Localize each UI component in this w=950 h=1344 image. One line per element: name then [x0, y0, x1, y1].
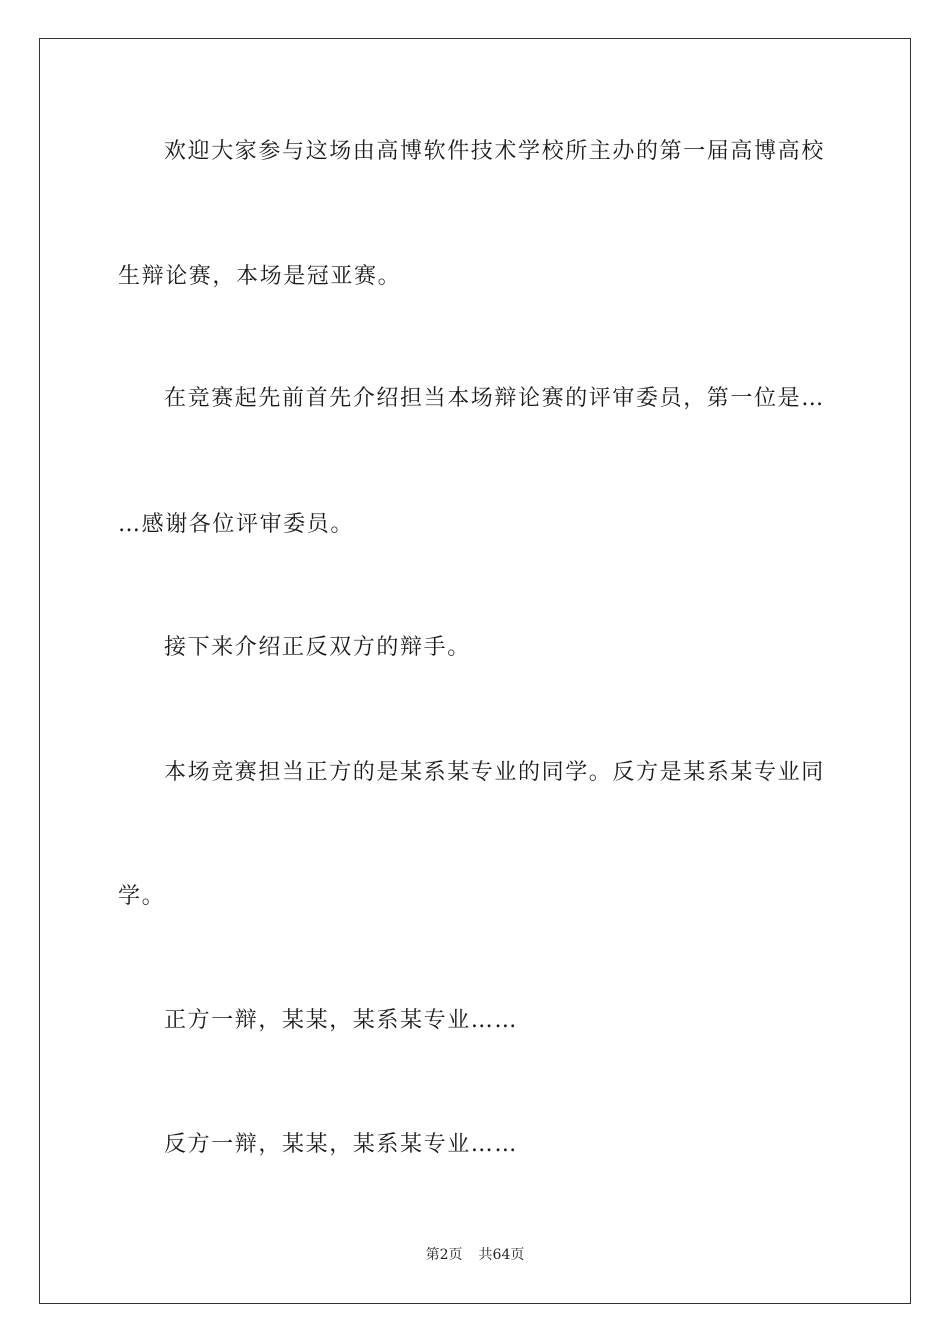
paragraph-2-line-2: …感谢各位评审委员。: [118, 512, 355, 537]
paragraph-4-line-2: 学。: [118, 884, 166, 909]
paragraph-4-line-1: 本场竞赛担当正方的是某系某专业的同学。反方是某系某专业同: [164, 760, 825, 785]
page-frame: [39, 38, 911, 1304]
paragraph-3: 接下来介绍正反双方的辩手。: [164, 635, 471, 660]
paragraph-2-line-1: 在竞赛起先前首先介绍担当本场辩论赛的评审委员，第一位是…: [164, 386, 825, 411]
total-pages: 共64页: [478, 1247, 525, 1263]
paragraph-6: 反方一辩，某某，某系某专业……: [164, 1132, 519, 1157]
page-footer: [0, 1246, 950, 1264]
paragraph-1-line-1: 欢迎大家参与这场由高博软件技术学校所主办的第一届高博高校: [164, 139, 825, 164]
paragraph-5: 正方一辩，某某，某系某专业……: [164, 1008, 519, 1033]
paragraph-1-line-2: 生辩论赛，本场是冠亚赛。: [118, 264, 402, 289]
page-number: 第2页: [425, 1247, 463, 1263]
